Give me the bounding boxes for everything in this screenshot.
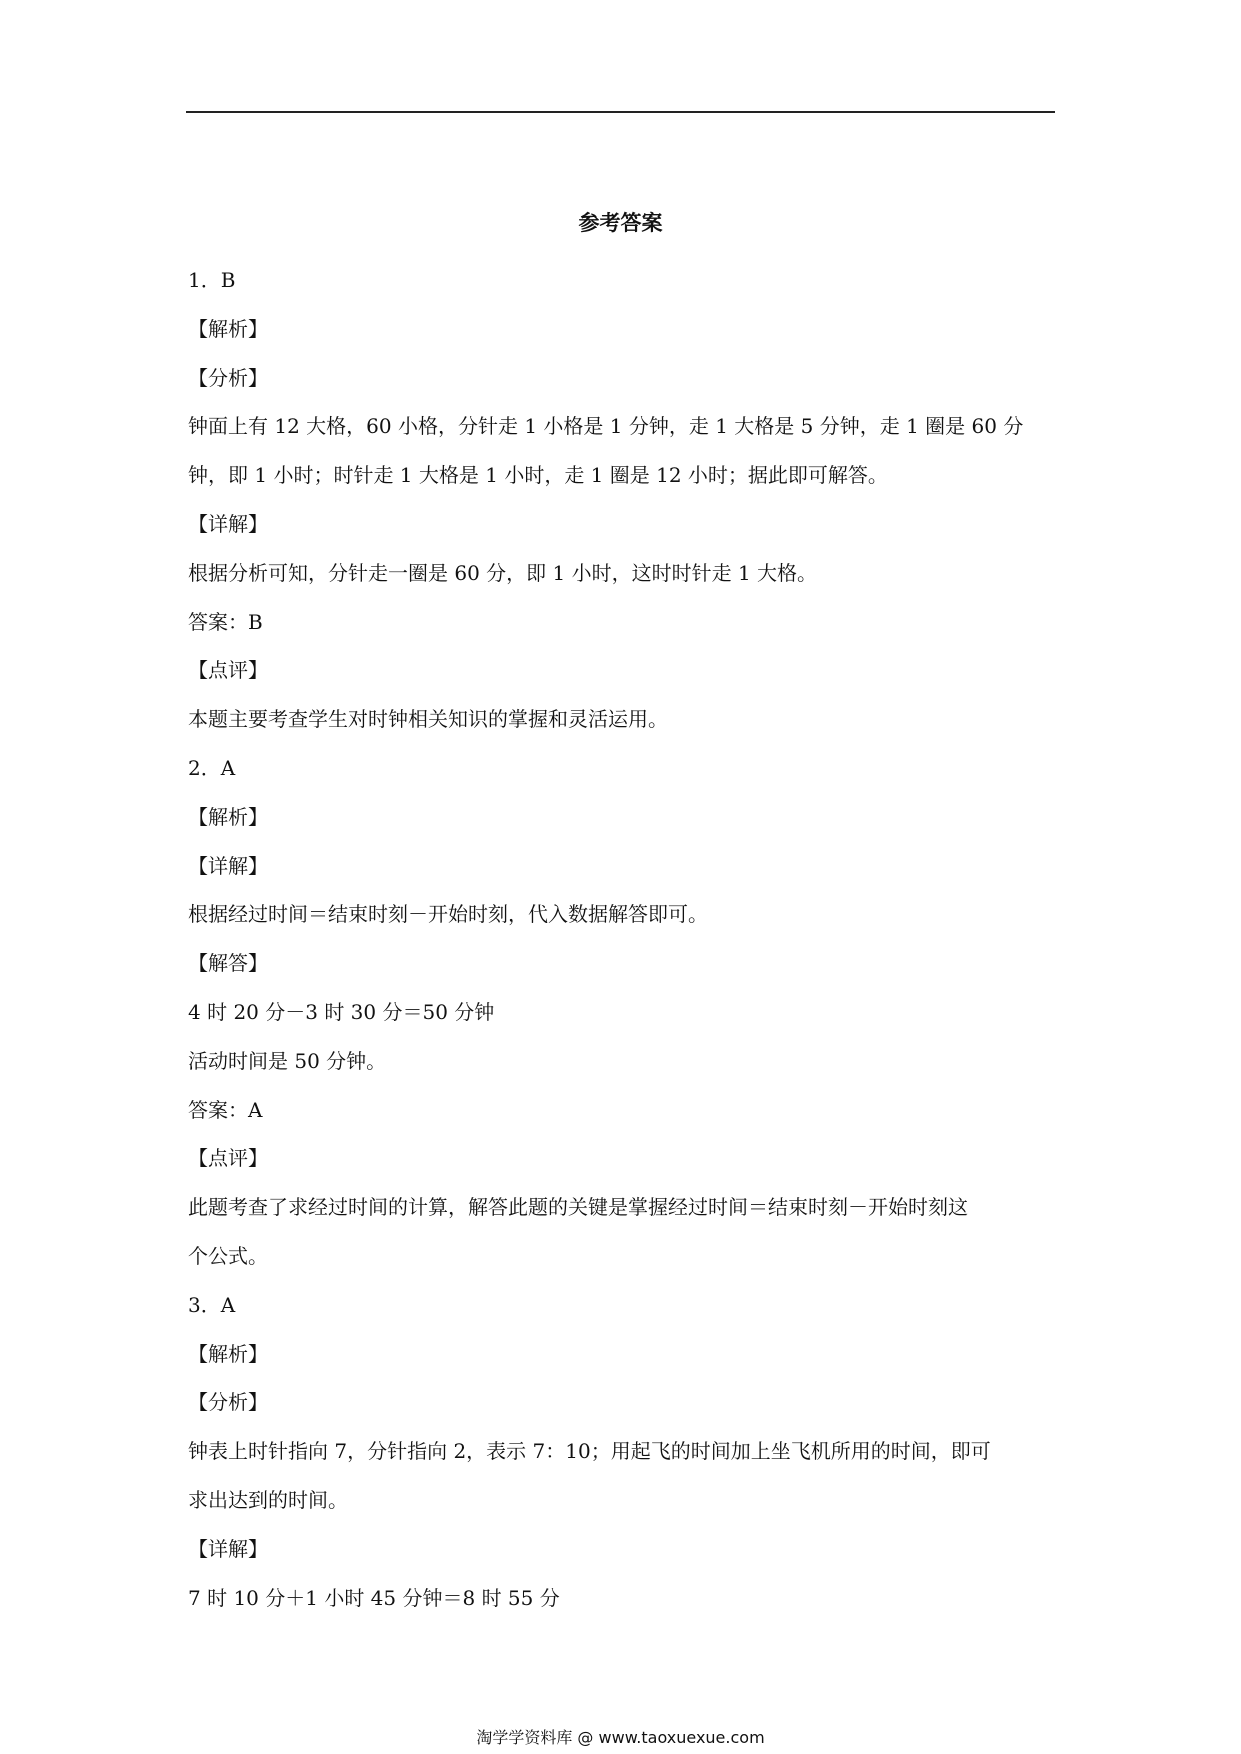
text-line: 【详解】 bbox=[188, 853, 268, 878]
text-line: 个公式。 bbox=[188, 1243, 268, 1268]
text-line: 【分析】 bbox=[188, 1390, 268, 1415]
text-line: 4 时 20 分－3 时 30 分＝50 分钟 bbox=[188, 999, 495, 1024]
text-line: 3．A bbox=[188, 1292, 236, 1317]
text-line: 钟，即 1 小时；时针走 1 大格是 1 小时，走 1 圈是 12 小时；据此即可解答。 bbox=[188, 463, 888, 488]
text-line: 2．A bbox=[188, 755, 236, 780]
text-line: 【解析】 bbox=[188, 1341, 268, 1366]
text-line: 此题考查了求经过时间的计算，解答此题的关键是掌握经过时间＝结束时刻－开始时刻这 bbox=[188, 1195, 968, 1220]
text-line: 【解析】 bbox=[188, 316, 268, 341]
text-line: 本题主要考查学生对时钟相关知识的掌握和灵活运用。 bbox=[188, 707, 668, 732]
text-line: 答案：B bbox=[188, 609, 263, 634]
text-line: 【解析】 bbox=[188, 804, 268, 829]
footer-watermark: 淘学学资料库 @ www.taoxuexue.com bbox=[476, 1728, 765, 1747]
header-rule bbox=[186, 111, 1055, 113]
text-line: 根据经过时间＝结束时刻－开始时刻，代入数据解答即可。 bbox=[188, 902, 708, 927]
text-line: 1．B bbox=[188, 268, 236, 292]
answer-body bbox=[188, 256, 1056, 1622]
page-title: 参考答案 bbox=[578, 211, 663, 235]
text-line: 【点评】 bbox=[188, 1146, 268, 1171]
text-line: 答案：A bbox=[188, 1097, 263, 1122]
text-line: 【详解】 bbox=[188, 1536, 268, 1561]
text-line: 钟面上有 12 大格，60 小格，分针走 1 小格是 1 分钟，走 1 大格是 5 分钟，走 1 圈是 60 分 bbox=[188, 414, 1024, 439]
text-line: 钟表上时针指向 7，分针指向 2，表示 7：10；用起飞的时间加上坐飞机所用的时间，即可 bbox=[188, 1439, 991, 1464]
text-line: 求出达到的时间。 bbox=[188, 1487, 348, 1512]
text-line: 【点评】 bbox=[188, 658, 268, 683]
text-line: 【分析】 bbox=[188, 365, 268, 390]
text-line: 【解答】 bbox=[188, 951, 268, 976]
text-line: 根据分析可知，分针走一圈是 60 分，即 1 小时，这时时针走 1 大格。 bbox=[188, 560, 818, 585]
text-line: 活动时间是 50 分钟。 bbox=[188, 1048, 387, 1073]
text-line: 【详解】 bbox=[188, 511, 268, 536]
text-line: 7 时 10 分＋1 小时 45 分钟＝8 时 55 分 bbox=[188, 1585, 560, 1610]
